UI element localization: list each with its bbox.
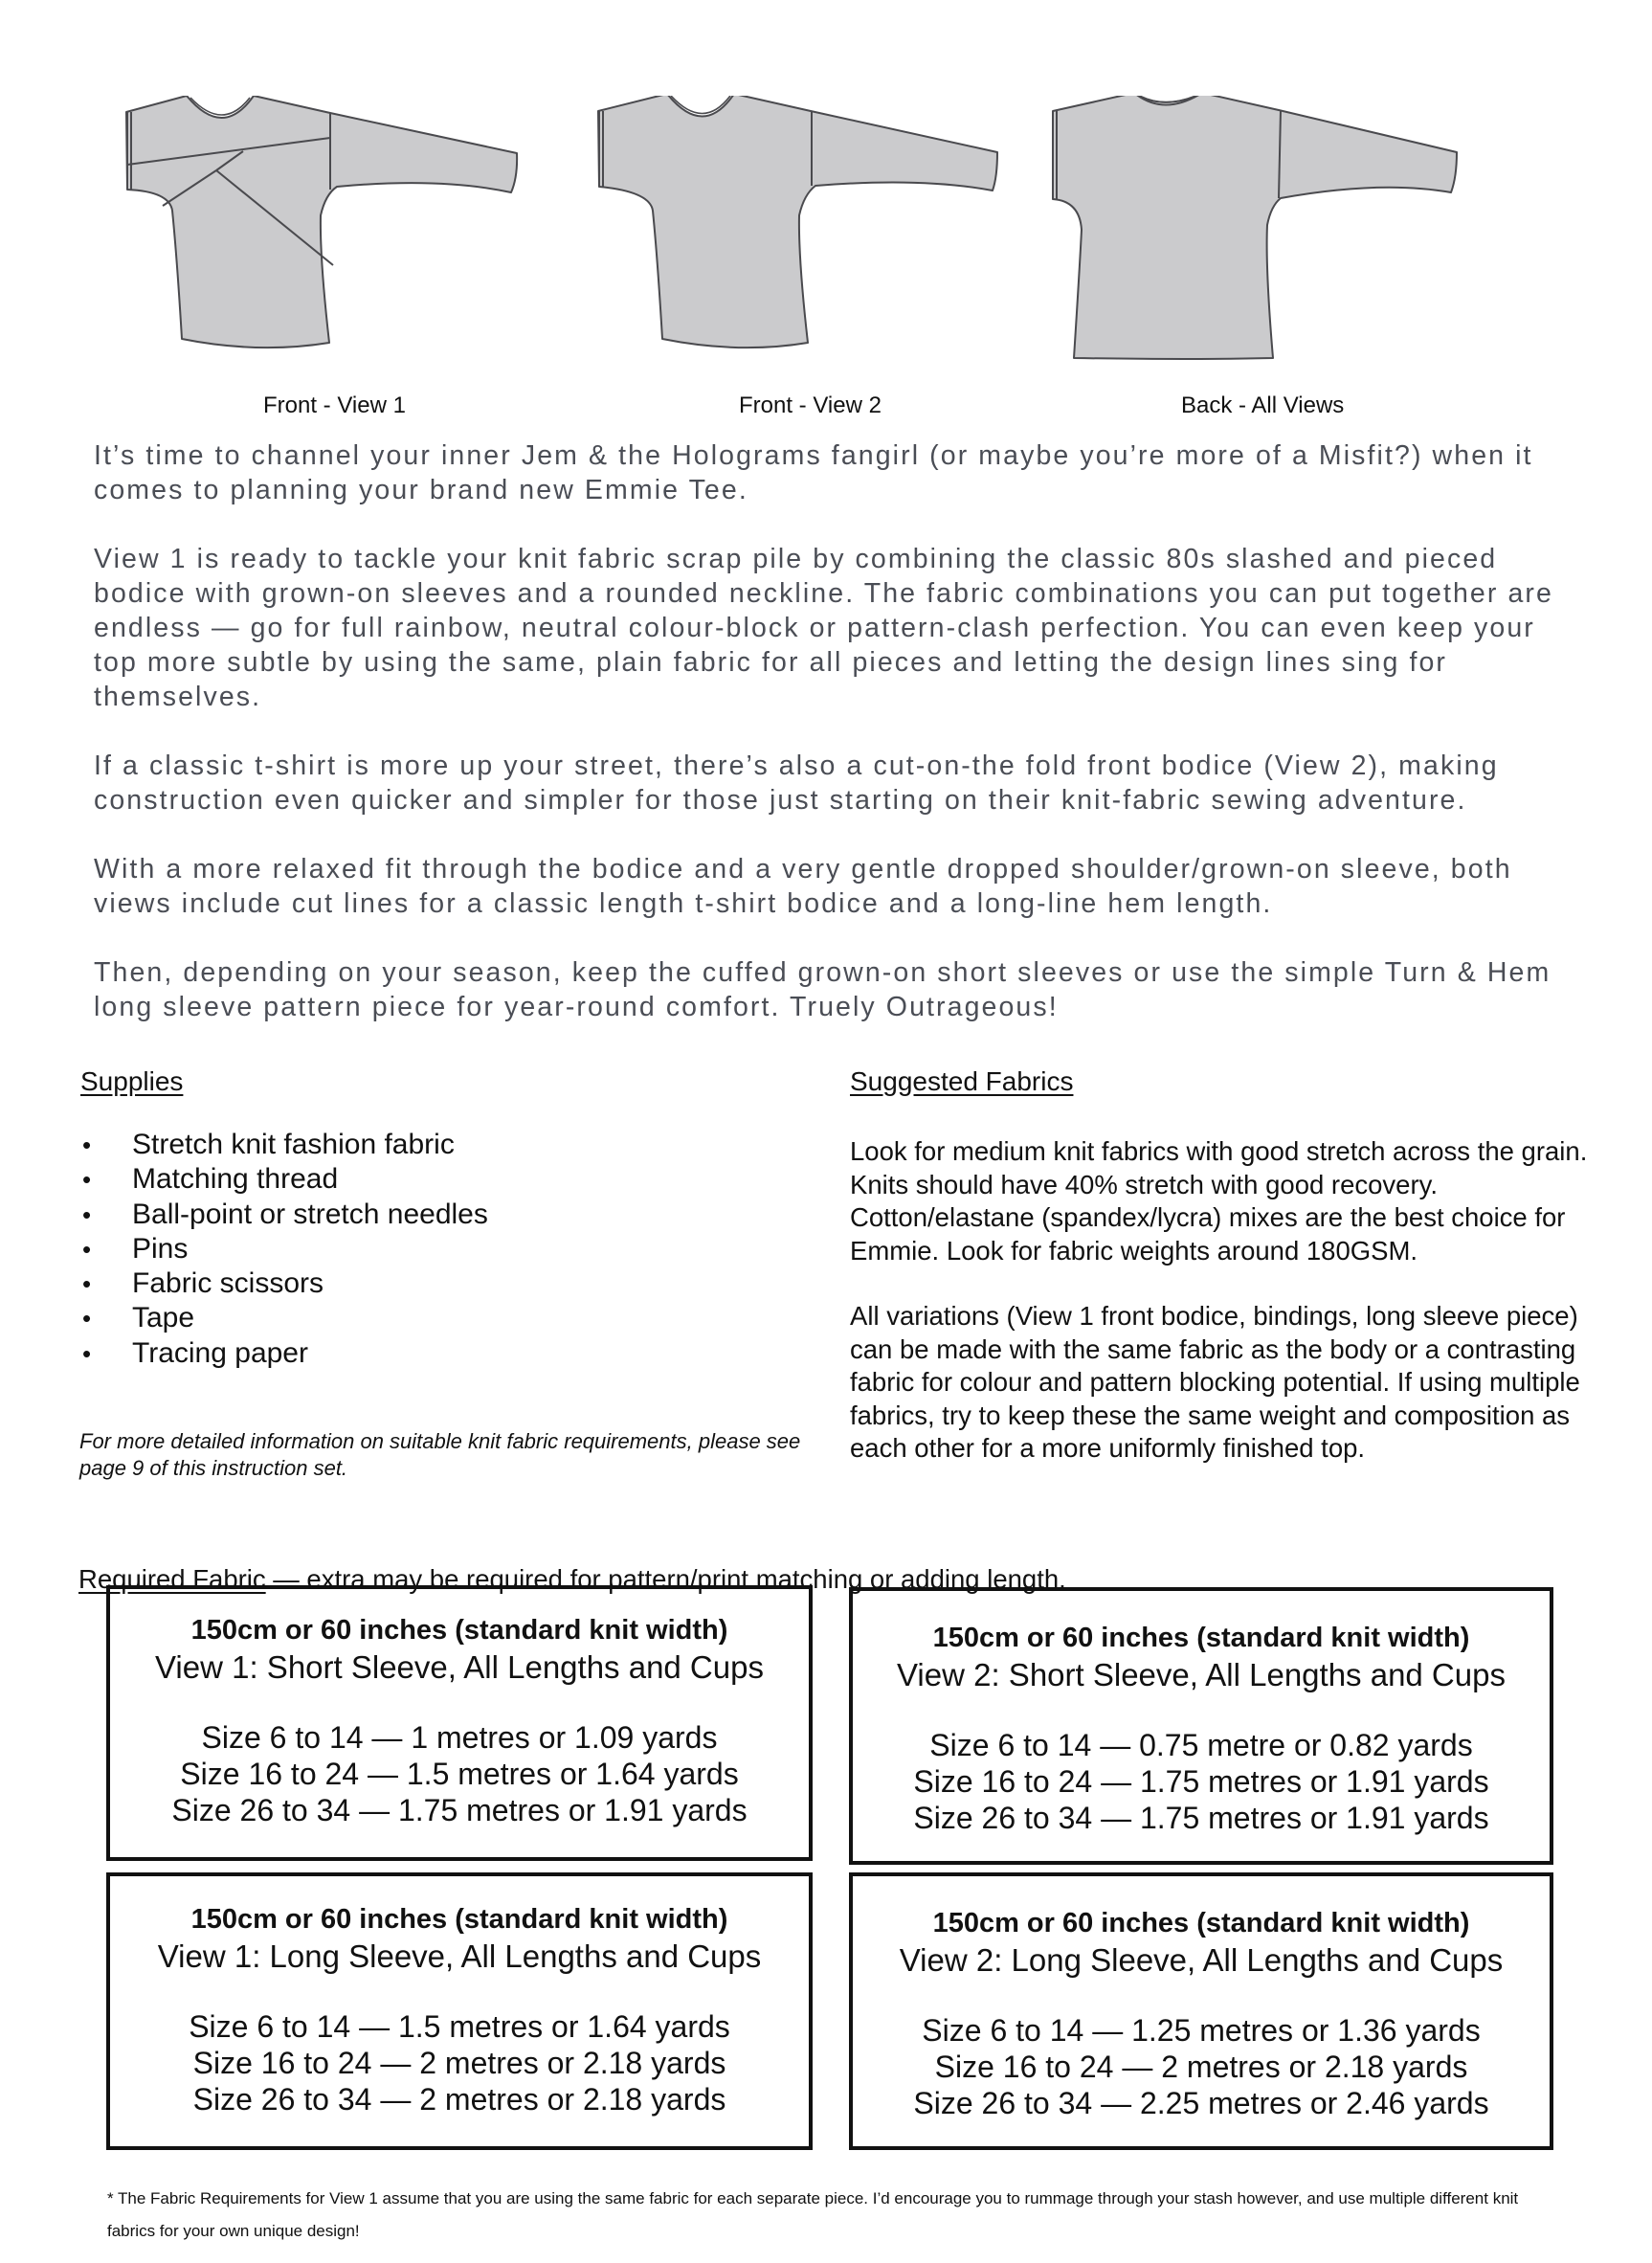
- intro-paragraph: Then, depending on your season, keep the cuffed grown-on short sleeves or use the simple Turn & Hem long sleeve pattern piece for year-round comfort. Truely Outrageous!: [94, 957, 1552, 1022]
- supply-item: • Ball-point or stretch needles: [80, 1198, 488, 1232]
- fabric-width-label: 150cm or 60 inches (standard knit width): [932, 1908, 1470, 1938]
- tshirt-front-view-1-drawing: [115, 96, 574, 412]
- supply-item: • Stretch knit fashion fabric: [80, 1128, 488, 1162]
- supply-item: • Pins: [80, 1232, 488, 1266]
- supply-item: • Fabric scissors: [80, 1266, 488, 1301]
- intro-text: [94, 438, 1587, 1059]
- bullet-icon: •: [82, 1234, 92, 1264]
- fabric-size-row: Size 26 to 34 — 1.75 metres or 1.91 yards: [171, 1793, 748, 1827]
- caption-front-view-1: Front - View 1: [263, 392, 406, 418]
- fabric-size-row: Size 16 to 24 — 2 metres or 2.18 yards: [192, 2046, 726, 2080]
- fabric-box-view2-long: [849, 1872, 1553, 2150]
- fabric-size-list: [110, 2008, 809, 2117]
- bullet-icon: •: [82, 1304, 92, 1333]
- suggested-fabrics-heading: Suggested Fabrics: [850, 1066, 1074, 1096]
- fabric-box-view1-long: [106, 1872, 813, 2150]
- fabric-width-label: 150cm or 60 inches (standard knit width): [932, 1623, 1470, 1653]
- fabric-size-row: Size 26 to 34 — 2 metres or 2.18 yards: [192, 2082, 726, 2117]
- bullet-icon: •: [82, 1131, 92, 1159]
- supplies-list: [80, 1128, 488, 1371]
- figure-back-all-views: [1051, 96, 1510, 418]
- required-fabric-heading: Required Fabric: [78, 1564, 266, 1594]
- fabric-size-row: Size 6 to 14 — 1.5 metres or 1.64 yards: [189, 2009, 730, 2044]
- fabric-width-label: 150cm or 60 inches (standard knit width): [190, 1615, 728, 1646]
- caption-back-all-views: Back - All Views: [1181, 392, 1345, 418]
- supply-item: • Tracing paper: [80, 1336, 488, 1371]
- fabric-size-row: Size 6 to 14 — 1 metres or 1.09 yards: [201, 1720, 718, 1755]
- required-fabric-subtitle: — extra may be required for pattern/print matching or adding length.: [265, 1564, 1066, 1594]
- caption-front-view-2: Front - View 2: [739, 392, 882, 418]
- suggested-fabrics-paragraph-1: Look for medium knit fabrics with good stretch across the grain. Knits should have 40% stretch with good recovery. Cotton/elastane (spandex/lycra) mixes are the best choice for Emmie. Look for fabric weights around 180GSM.: [850, 1136, 1588, 1266]
- fabric-size-list: [853, 1727, 1550, 1836]
- suggested-fabrics-paragraph-2: All variations (View 1 front bodice, bindings, long sleeve piece) can be made with the same fabric as the body or a contrasting fabric for colour and pattern blocking potential. If using multiple fabrics, try to keep these the same weight and composition as each other for a more uniformly finished top.: [850, 1301, 1580, 1463]
- fabric-view-label: View 1: Long Sleeve, All Lengths and Cups: [157, 1938, 762, 1974]
- fabric-view-label: View 1: Short Sleeve, All Lengths and Cups: [155, 1649, 764, 1685]
- intro-paragraph: It’s time to channel your inner Jem & the Holograms fangirl (or maybe you’re more of a Misfit?) when it comes to planning your brand new Emmie Tee.: [94, 440, 1533, 505]
- fabric-footnote: * The Fabric Requirements for View 1 assume that you are using the same fabric for each separate piece. I’d encourage you to rummage through your stash however, and use multiple different knit fabrics for your own unique design!: [107, 2189, 1519, 2240]
- fabric-view-label: View 2: Long Sleeve, All Lengths and Cups: [899, 1942, 1504, 1978]
- intro-paragraph: With a more relaxed fit through the bodice and a very gentle dropped shoulder/grown-on sleeve, both views include cut lines for a classic length t-shirt bodice and a long-line hem length.: [94, 854, 1512, 919]
- fabric-size-row: Size 16 to 24 — 1.5 metres or 1.64 yards: [180, 1757, 739, 1791]
- tshirt-front-view-2-drawing: [595, 96, 1055, 412]
- bullet-icon: •: [82, 1165, 92, 1195]
- tshirt-back-view-drawing: [1051, 96, 1510, 412]
- fabric-size-row: Size 26 to 34 — 2.25 metres or 2.46 yards: [913, 2086, 1489, 2120]
- bullet-icon: •: [82, 1199, 92, 1229]
- fabric-view-label: View 2: Short Sleeve, All Lengths and Cups: [897, 1657, 1506, 1692]
- bullet-icon: •: [82, 1338, 92, 1368]
- fabric-box-view2-short: [849, 1587, 1553, 1865]
- fabric-size-row: Size 6 to 14 — 1.25 metres or 1.36 yards: [922, 2013, 1481, 2048]
- fabric-size-list: [110, 1719, 809, 1828]
- figure-front-view-2: [595, 96, 1055, 418]
- fabric-width-label: 150cm or 60 inches (standard knit width): [190, 1904, 728, 1935]
- fabric-size-list: [853, 2012, 1550, 2121]
- fabric-size-row: Size 6 to 14 — 0.75 metre or 0.82 yards: [929, 1728, 1473, 1762]
- supply-item: • Tape: [80, 1301, 488, 1335]
- fabric-size-row: Size 26 to 34 — 1.75 metres or 1.91 yards: [913, 1801, 1489, 1835]
- supplies-heading: Supplies: [80, 1066, 184, 1096]
- intro-paragraph: If a classic t-shirt is more up your street, there’s also a cut-on-the fold front bodice (View 2), making construction even quicker and simpler for those just starting on their knit-fabric sewing adventure.: [94, 751, 1499, 816]
- fabric-box-view1-short: [106, 1585, 813, 1861]
- supplies-note: For more detailed information on suitable knit fabric requirements, please see page 9 of this instruction set.: [79, 1429, 801, 1480]
- bullet-icon: •: [82, 1269, 92, 1299]
- intro-paragraph: View 1 is ready to tackle your knit fabric scrap pile by combining the classic 80s slashed and pieced bodice with grown-on sleeves and a rounded neckline. The fabric combinations you can put together are endless — go for full rainbow, neutral colour-block or pattern-clash perfection. You can even keep your top more subtle by using the same, plain fabric for all pieces and letting the design lines sing for themselves.: [94, 544, 1553, 712]
- figure-front-view-1: [115, 96, 574, 418]
- fabric-size-row: Size 16 to 24 — 1.75 metres or 1.91 yards: [913, 1764, 1489, 1799]
- supply-item: • Matching thread: [80, 1162, 488, 1197]
- fabric-size-row: Size 16 to 24 — 2 metres or 2.18 yards: [934, 2050, 1468, 2084]
